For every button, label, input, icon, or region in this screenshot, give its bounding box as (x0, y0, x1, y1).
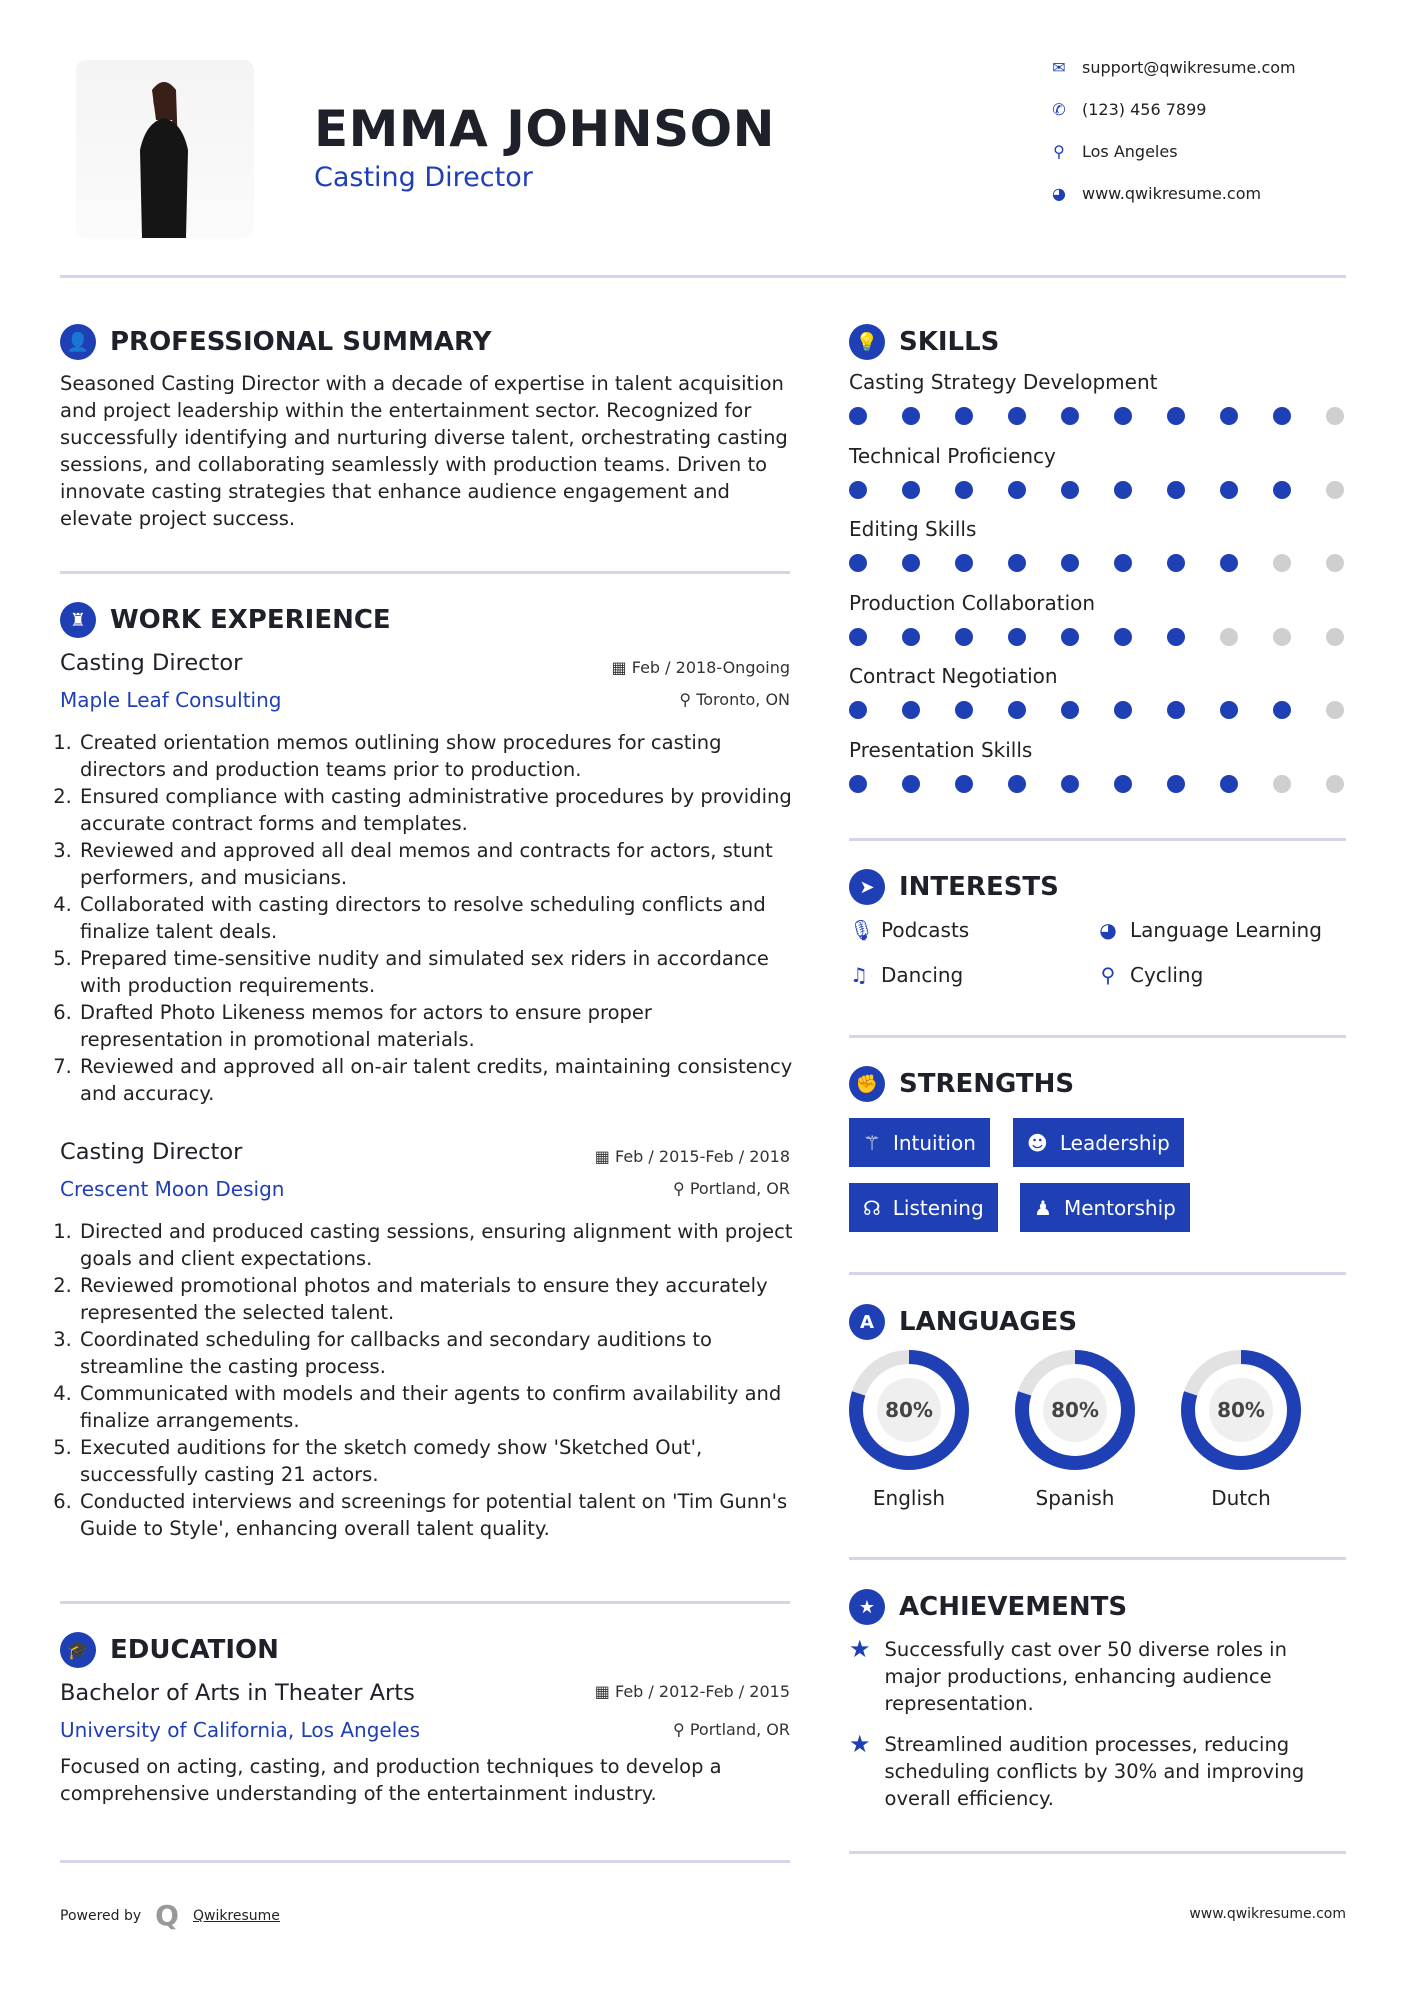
rating-dot-filled (1008, 628, 1026, 646)
rating-dot-empty (1326, 628, 1344, 646)
interest-label: Language Learning (1130, 918, 1322, 942)
rating-dot-filled (1220, 554, 1238, 572)
globe-icon: ◕ (1099, 918, 1117, 942)
interest-item (849, 963, 963, 987)
language-name: Spanish (1035, 1486, 1115, 1510)
strength-badge (849, 1118, 990, 1167)
rating-dot-filled (1114, 554, 1132, 572)
rating-dot-filled (1167, 554, 1185, 572)
contact-item (1050, 100, 1206, 119)
rating-dot-empty (1326, 407, 1344, 425)
skill-name: Presentation Skills (849, 737, 1033, 762)
rating-dot-filled (1114, 628, 1132, 646)
rating-dot-filled (902, 554, 920, 572)
strength-badge (1013, 1118, 1184, 1167)
rating-dot-filled (1273, 701, 1291, 719)
rating-dot-filled (955, 554, 973, 572)
job-location (470, 690, 790, 709)
strengths-heading (849, 1066, 1074, 1102)
location-text: Portland, OR (689, 1720, 790, 1739)
calendar-icon: ▦ (611, 658, 632, 677)
languages-heading (849, 1304, 1077, 1340)
divider (60, 1860, 790, 1863)
phone-icon: ✆ (1052, 100, 1066, 119)
date-text: Feb / 2015-Feb / 2018 (615, 1147, 790, 1166)
rating-dot-filled (1114, 775, 1132, 793)
company-name: Crescent Moon Design (60, 1177, 285, 1201)
rating-dot-filled (1273, 481, 1291, 499)
rating-dot-filled (902, 481, 920, 499)
rating-dot-filled (1061, 775, 1079, 793)
strength-label: Mentorship (1063, 1195, 1176, 1220)
language-donut (1180, 1349, 1302, 1471)
rating-dot-filled (1008, 701, 1026, 719)
achievement-item (849, 1731, 1349, 1812)
interest-item (849, 918, 969, 942)
achievement-item (849, 1636, 1349, 1717)
location-text: Portland, OR (689, 1179, 790, 1198)
list-item: 4. Collaborated with casting directors to resolve scheduling conflicts and finalize talent deals. (78, 891, 795, 945)
rating-dot-filled (1008, 775, 1026, 793)
music-note-icon: ♫ (850, 963, 868, 987)
rating-dot-filled (1008, 407, 1026, 425)
list-item: 6. Conducted interviews and screenings for potential talent on 'Tim Gunn's Guide to Style', enhancing overall talent quality. (78, 1488, 795, 1542)
rating-dot-filled (849, 554, 867, 572)
divider (60, 275, 1346, 278)
rating-dot-filled (955, 481, 973, 499)
rating-dot-filled (1008, 481, 1026, 499)
candidate-title: Casting Director (314, 162, 533, 193)
rating-dot-filled (902, 701, 920, 719)
skill-rating (849, 554, 1344, 572)
language-percent: 80% (885, 1398, 933, 1422)
skill-name: Contract Negotiation (849, 664, 1058, 688)
divider (849, 1557, 1346, 1560)
job-title: Casting Director (60, 650, 243, 676)
briefcase-icon: ♜ (60, 602, 96, 638)
education-date: ▦ Feb / 2012-Feb / 2015 (594, 1682, 790, 1701)
footer-site: www.qwikresume.com (1189, 1906, 1346, 1922)
language-percent: 80% (1051, 1398, 1099, 1422)
graduation-icon: 🎓 (60, 1632, 96, 1668)
qwikresume-link[interactable]: Qwikresume (192, 1908, 280, 1924)
divider (849, 1851, 1346, 1854)
contact-text: support@qwikresume.com (1082, 58, 1296, 77)
fist-icon: ✊ (849, 1066, 885, 1102)
divider (849, 838, 1346, 841)
achievements-heading (849, 1589, 1127, 1625)
calendar-icon: ▦ (594, 1147, 615, 1166)
globe-icon: ◕ (1052, 184, 1066, 203)
rating-dot-filled (1220, 481, 1238, 499)
paper-plane-icon: ➤ (849, 869, 885, 905)
rating-dot-filled (1061, 628, 1079, 646)
microphone-icon: 🎙 (849, 918, 875, 942)
candidate-name: EMMA JOHNSON (314, 100, 775, 158)
job-duties (60, 1218, 795, 1542)
translate-icon: A (849, 1304, 885, 1340)
divider (60, 571, 790, 574)
job-location (470, 1179, 790, 1198)
rating-dot-empty (1326, 701, 1344, 719)
list-item: 4. Communicated with models and their agents to confirm availability and finalize arrangements. (78, 1380, 795, 1434)
headphones-icon: ☊ (863, 1195, 881, 1220)
job-date (470, 658, 790, 677)
achievement-text: Streamlined audition processes, reducing scheduling conflicts by 30% and improving overall efficiency. (884, 1733, 1305, 1810)
pin-icon: ⚲ (679, 690, 697, 709)
rating-dot-empty (1326, 481, 1344, 499)
divider (849, 1272, 1346, 1275)
heading-text: STRENGTHS (899, 1069, 1075, 1099)
location-text: Toronto, ON (696, 690, 790, 709)
rating-dot-filled (955, 775, 973, 793)
map-pin-icon: ⚲ (1053, 142, 1065, 161)
rating-dot-filled (1114, 407, 1132, 425)
school: University of California, Los Angeles (60, 1718, 421, 1742)
interest-label: Cycling (1130, 963, 1204, 987)
list-item: 2. Reviewed promotional photos and materials to ensure they accurately represented the selected talent. (78, 1272, 795, 1326)
rating-dot-filled (902, 628, 920, 646)
list-item: 3. Coordinated scheduling for callbacks and secondary auditions to streamline the casting process. (78, 1326, 795, 1380)
users-icon: ☻ (1027, 1130, 1048, 1155)
date-text: Feb / 2012-Feb / 2015 (615, 1682, 790, 1701)
rating-dot-filled (1114, 481, 1132, 499)
list-item: 5. Prepared time-sensitive nudity and simulated sex riders in accordance with production requirements. (78, 945, 795, 999)
list-item: 7. Reviewed and approved all on-air talent credits, maintaining consistency and accuracy. (78, 1053, 795, 1107)
rating-dot-empty (1326, 775, 1344, 793)
magic-wand-icon: ⚚ (863, 1130, 881, 1155)
interest-label: Dancing (881, 963, 964, 987)
interest-item (1098, 963, 1203, 987)
powered-by-text: Powered by (60, 1908, 142, 1924)
contact-text: (123) 456 7899 (1082, 100, 1207, 119)
rating-dot-filled (1167, 701, 1185, 719)
rating-dot-filled (849, 481, 867, 499)
rating-dot-filled (1220, 701, 1238, 719)
skill-name: Editing Skills (849, 517, 977, 541)
rating-dot-filled (1008, 554, 1026, 572)
rating-dot-filled (1061, 701, 1079, 719)
rating-dot-filled (902, 775, 920, 793)
rating-dot-filled (902, 407, 920, 425)
rating-dot-empty (1220, 628, 1238, 646)
skill-rating (849, 481, 1344, 499)
language-name: Dutch (1211, 1486, 1271, 1510)
star-badge-icon: ★ (849, 1589, 885, 1625)
interests-heading (849, 869, 1059, 905)
education-text: Focused on acting, casting, and production techniques to develop a comprehensive understanding of the entertainment industry. (60, 1755, 722, 1805)
rating-dot-empty (1273, 775, 1291, 793)
rating-dot-filled (1273, 407, 1291, 425)
strength-label: Listening (892, 1195, 984, 1220)
rating-dot-filled (1061, 407, 1079, 425)
skill-name: Technical Proficiency (849, 443, 1056, 468)
skill-rating (849, 775, 1344, 793)
rating-dot-filled (849, 775, 867, 793)
divider (60, 1601, 790, 1604)
skills-heading (849, 324, 999, 360)
job-date (470, 1147, 790, 1166)
strength-label: Leadership (1059, 1130, 1170, 1155)
achievement-text: Successfully cast over 50 diverse roles in major productions, enhancing audience representation. (884, 1638, 1287, 1715)
heading-text: LANGUAGES (899, 1307, 1078, 1337)
contact-item (1050, 142, 1178, 161)
heading-text: EDUCATION (110, 1635, 279, 1665)
divider (849, 1035, 1346, 1038)
rating-dot-empty (1326, 554, 1344, 572)
list-item: 2. Ensured compliance with casting administrative procedures by providing accurate contract forms and templates. (78, 783, 795, 837)
rating-dot-filled (849, 407, 867, 425)
skill-name: Casting Strategy Development (849, 370, 1158, 394)
rating-dot-empty (1273, 554, 1291, 572)
strength-badge (1020, 1183, 1190, 1232)
star-icon: ★ (849, 1730, 871, 1758)
work-heading (60, 602, 391, 638)
contact-item (1050, 184, 1261, 203)
education-heading (60, 1632, 279, 1668)
contact-item (1050, 58, 1296, 77)
rating-dot-filled (1061, 554, 1079, 572)
date-text: Feb / 2018-Ongoing (631, 658, 790, 677)
skill-rating (849, 701, 1344, 719)
rating-dot-empty (1273, 628, 1291, 646)
rating-dot-filled (955, 407, 973, 425)
rating-dot-filled (1220, 407, 1238, 425)
heading-text: PROFESSIONAL SUMMARY (110, 327, 492, 357)
heading-text: WORK EXPERIENCE (110, 605, 391, 635)
language-percent: 80% (1217, 1398, 1265, 1422)
heading-text: SKILLS (899, 327, 1000, 357)
rating-dot-filled (1114, 701, 1132, 719)
footer-powered (60, 1899, 280, 1932)
qwikresume-logo-icon: Q (155, 1899, 179, 1932)
star-icon: ★ (849, 1635, 871, 1663)
contact-text: www.qwikresume.com (1082, 184, 1262, 203)
language-donut (1014, 1349, 1136, 1471)
skill-name: Production Collaboration (849, 590, 1096, 615)
heading-text: ACHIEVEMENTS (899, 1592, 1128, 1622)
interest-label: Podcasts (881, 918, 970, 942)
rating-dot-filled (1061, 481, 1079, 499)
list-item: 1. Directed and produced casting sessions, ensuring alignment with project goals and client expectations. (78, 1218, 795, 1272)
rating-dot-filled (849, 701, 867, 719)
strength-badge (849, 1183, 998, 1232)
rating-dot-filled (1167, 481, 1185, 499)
heading-text: INTERESTS (899, 872, 1059, 902)
language-name: English (872, 1486, 946, 1510)
rating-dot-filled (1220, 775, 1238, 793)
list-item: 3. Reviewed and approved all deal memos and contracts for actors, stunt performers, and musicians. (78, 837, 795, 891)
degree: Bachelor of Arts in Theater Arts (60, 1680, 415, 1706)
interest-item (1098, 918, 1322, 942)
bicycle-icon: ⚲ (1100, 963, 1116, 987)
rating-dot-filled (955, 701, 973, 719)
education-location: ⚲ Portland, OR (673, 1720, 790, 1739)
rating-dot-filled (849, 628, 867, 646)
contact-text: Los Angeles (1082, 142, 1178, 161)
rating-dot-filled (1167, 775, 1185, 793)
summary-heading (60, 324, 491, 360)
list-item: 1. Created orientation memos outlining show procedures for casting directors and production teams prior to production. (78, 729, 795, 783)
company-name: Maple Leaf Consulting (60, 688, 282, 712)
job-title: Casting Director (60, 1139, 243, 1165)
language-donut (848, 1349, 970, 1471)
rating-dot-filled (1167, 407, 1185, 425)
pin-icon: ⚲ (673, 1179, 690, 1198)
rating-dot-filled (955, 628, 973, 646)
envelope-icon: ✉ (1052, 58, 1066, 77)
strength-label: Intuition (892, 1130, 976, 1155)
lightbulb-icon: 💡 (849, 324, 885, 360)
skill-rating (849, 628, 1344, 646)
user-plus-icon: ♟ (1034, 1195, 1052, 1220)
summary-text: Seasoned Casting Director with a decade of expertise in talent acquisition and project leadership within the entertainment sector. Recognized for successfully identifying and nurturing diverse talent, orchestrating casting sessions, and collaborating seamlessly with production teams. Driven to innovate casting strategies that enhance audience engagement and elevate project success. (60, 372, 788, 530)
job-duties (60, 729, 795, 1107)
list-item: 6. Drafted Photo Likeness memos for actors to ensure proper representation in promotional materials. (78, 999, 795, 1053)
profile-photo (76, 60, 254, 238)
rating-dot-filled (1167, 628, 1185, 646)
user-icon: 👤 (60, 324, 96, 360)
skill-rating (849, 407, 1344, 425)
list-item: 5. Executed auditions for the sketch comedy show 'Sketched Out', successfully casting 21 actors. (78, 1434, 795, 1488)
